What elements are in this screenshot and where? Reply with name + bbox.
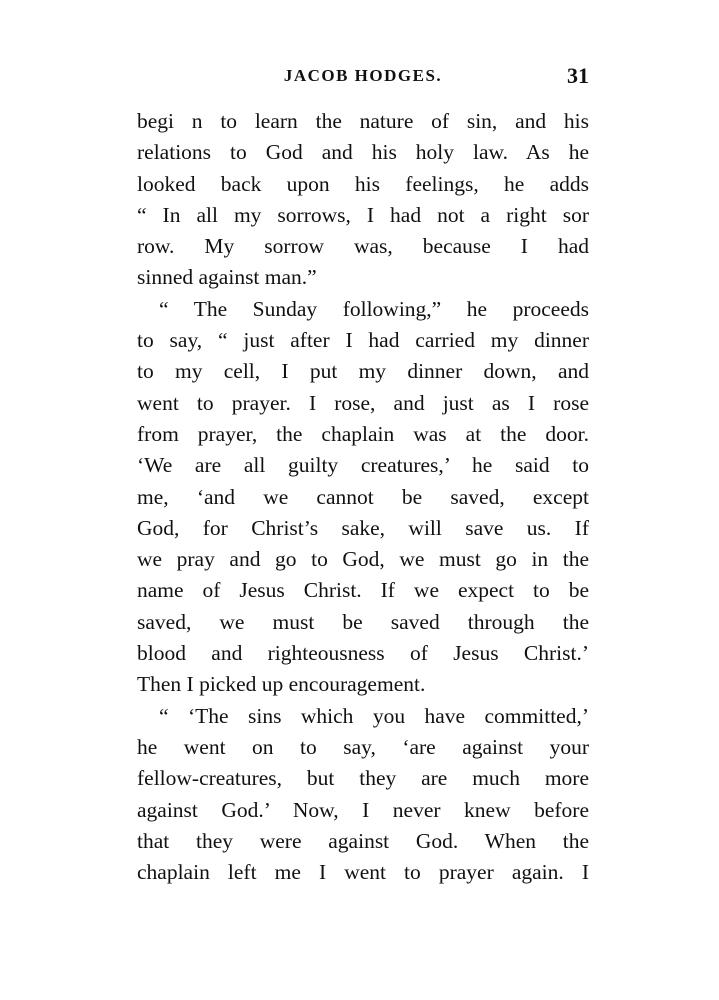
running-head-title: JACOB HODGES. (283, 66, 443, 85)
text-line: “ ‘The sins which you have committed,’ (159, 703, 589, 728)
text-line: sinned against man.” (137, 265, 317, 290)
text-line: blood and righteousness of Jesus Christ.’ (137, 641, 589, 666)
text-line: went to prayer. I rose, and just as I rose (137, 390, 589, 415)
text-line: relations to God and his holy law. As he (137, 140, 589, 165)
text-line: saved, we must be saved through the (137, 609, 589, 634)
text-line: row. My sorrow was, because I had (137, 234, 589, 259)
text-line: fellow-creatures, but they are much more (137, 766, 589, 791)
text-line: looked back upon his feelings, he adds (137, 171, 589, 196)
running-head (137, 64, 589, 92)
text-line: God, for Christ’s sake, will save us. If (137, 515, 589, 540)
text-line: Then I picked up encouragement. (137, 672, 426, 697)
text-line: name of Jesus Christ. If we expect to be (137, 578, 589, 603)
text-line: ‘We are all guilty creatures,’ he said to (137, 453, 589, 478)
text-line: chaplain left me I went to prayer again. I (137, 860, 589, 885)
text-line: to say, “ just after I had carried my dinner (137, 328, 589, 353)
text-line: we pray and go to God, we must go in the (137, 547, 589, 572)
text-line: that they were against God. When the (137, 828, 589, 853)
text-line: “ The Sunday following,” he proceeds (159, 296, 589, 321)
text-line: from prayer, the chaplain was at the door. (137, 421, 589, 446)
body-text (137, 106, 589, 888)
text-line: me, ‘and we cannot be saved, except (137, 484, 589, 509)
text-line: against God.’ Now, I never knew before (137, 797, 589, 822)
text-line: to my cell, I put my dinner down, and (137, 359, 589, 384)
page-number: 31 (567, 63, 589, 88)
text-line: he went on to say, ‘are against your (137, 734, 589, 759)
text-line: “ In all my sorrows, I had not a right sor (137, 202, 589, 227)
text-line: begi n to learn the nature of sin, and his (137, 109, 589, 133)
